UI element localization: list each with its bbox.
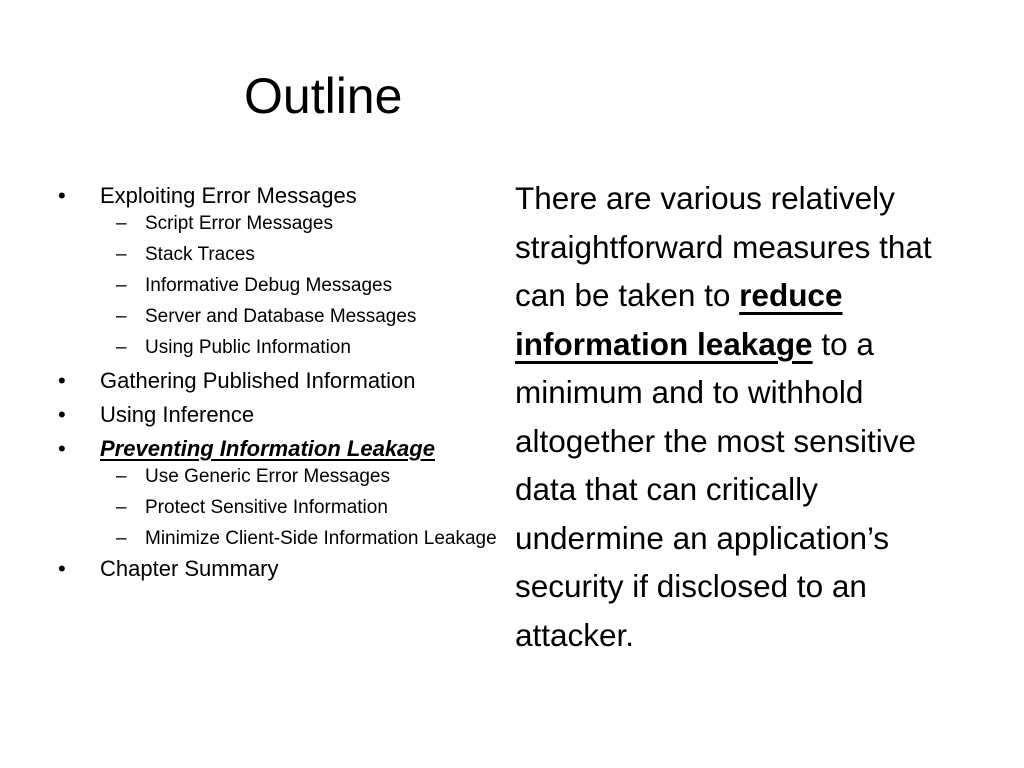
bullet-icon: • <box>58 368 66 393</box>
outline-item-label: Using Inference <box>100 402 255 427</box>
outline-subitem-label: Using Public Information <box>145 337 351 358</box>
outline-list <box>58 182 498 589</box>
dash-icon: – <box>116 306 127 327</box>
outline-subitem-label: Protect Sensitive Information <box>145 497 388 518</box>
outline-subitem <box>58 527 498 551</box>
outline-subitem-label: Server and Database Messages <box>145 306 417 327</box>
dash-icon: – <box>116 244 127 265</box>
outline-subitem-label: Informative Debug Messages <box>145 275 393 296</box>
outline-item-gathering-published-information <box>58 367 498 395</box>
bullet-icon: • <box>58 402 66 427</box>
outline-subitem-label: Stack Traces <box>145 244 255 265</box>
slide-title: Outline <box>244 68 403 124</box>
outline-item-label: Gathering Published Information <box>100 368 416 393</box>
outline-subitem <box>58 496 498 520</box>
outline-subitem <box>58 274 498 298</box>
outline-sublist-exploiting-error-messages <box>58 212 498 360</box>
outline-item-exploiting-error-messages <box>58 182 498 210</box>
dash-icon: – <box>116 466 127 487</box>
outline-subitem <box>58 212 498 236</box>
summary-key-phrase: reduce information leakage <box>515 277 843 362</box>
dash-icon: – <box>116 213 127 234</box>
outline-item-label: Chapter Summary <box>100 556 279 581</box>
bullet-icon: • <box>58 556 66 581</box>
dash-icon: – <box>116 275 127 296</box>
outline-subitem <box>58 305 498 329</box>
outline-subitem-label: Script Error Messages <box>145 213 333 234</box>
bullet-icon: • <box>58 183 66 208</box>
summary-paragraph <box>515 174 975 659</box>
outline-subitem-label: Use Generic Error Messages <box>145 466 390 487</box>
outline-item-label-current: Preventing Information Leakage <box>100 436 435 461</box>
outline-sublist-preventing-information-leakage <box>58 465 498 551</box>
bullet-icon: • <box>58 436 66 461</box>
dash-icon: – <box>116 497 127 518</box>
outline-subitem <box>58 465 498 489</box>
outline-subitem-label: Minimize Client-Side Information Leakage <box>145 528 497 549</box>
dash-icon: – <box>116 528 127 549</box>
summary-text-after: to a minimum and to withhold altogether the most sensitive data that can critically undermine an application’s security if disclosed to an attacker. <box>515 325 916 653</box>
outline-subitem <box>58 336 498 360</box>
summary-text-before: There are various relatively straightforward measures that can be taken to <box>515 180 932 313</box>
outline-item-using-inference <box>58 401 498 429</box>
outline-item-preventing-information-leakage <box>58 435 498 463</box>
dash-icon: – <box>116 337 127 358</box>
outline-item-label: Exploiting Error Messages <box>100 183 357 208</box>
outline-subitem <box>58 243 498 267</box>
outline-item-chapter-summary <box>58 555 498 583</box>
